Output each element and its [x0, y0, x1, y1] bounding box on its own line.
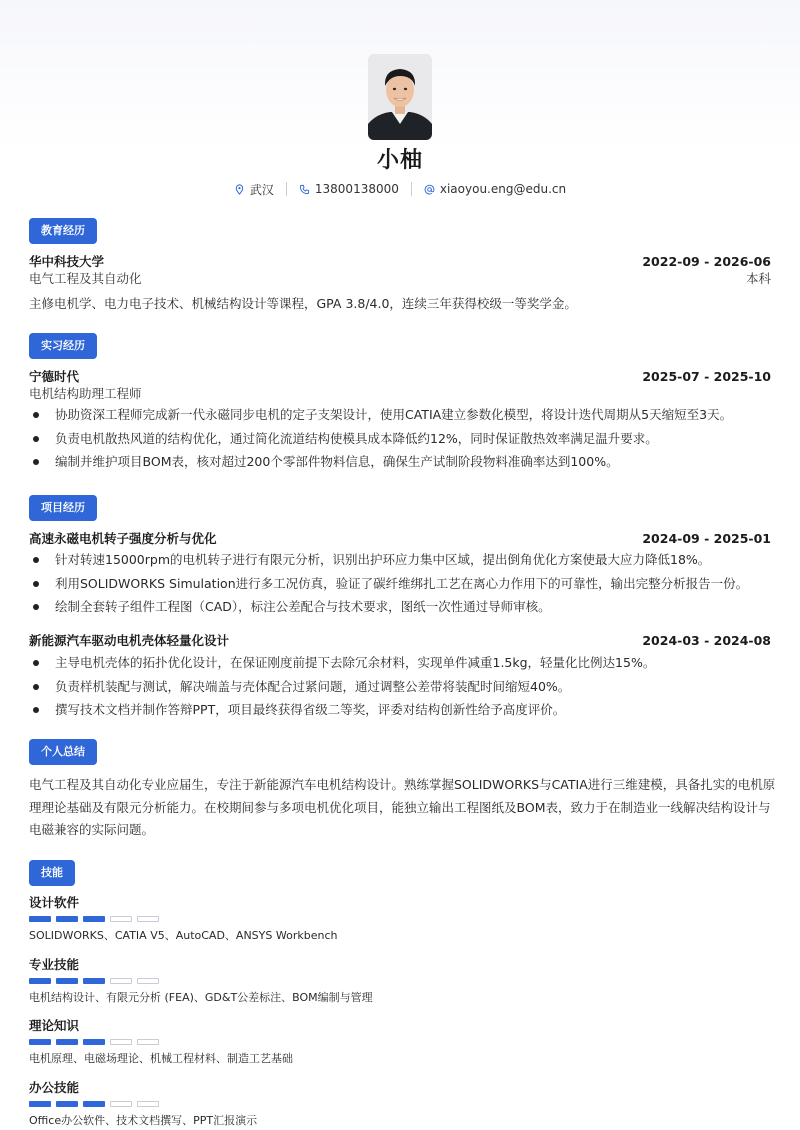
project-title: 新能源汽车驱动电机壳体轻量化设计 — [29, 633, 230, 648]
location-pin-icon — [234, 184, 245, 195]
company-name: 宁德时代 — [29, 369, 80, 384]
list-item: 利用SOLIDWORKS Simulation进行多工况仿真，验证了碳纤维绑扎工艺在离心力作用下的可靠性，输出完整分析报告一份。 — [29, 575, 780, 599]
list-item: 编制并维护项目BOM表，核对超过200个零部件物料信息，确保生产试制阶段物料准确率达到100%。 — [29, 453, 780, 477]
skill-level-filled — [56, 978, 78, 984]
skill-description: SOLIDWORKS、CATIA V5、AutoCAD、ANSYS Workbench — [29, 929, 338, 942]
list-item: 协助资深工程师完成新一代永磁同步电机的定子支架设计，使用CATIA建立参数化模型，将设计迭代周期从5天缩短至3天。 — [29, 406, 780, 430]
location-text: 武汉 — [249, 182, 274, 197]
skill-level-filled — [29, 978, 51, 984]
avatar-photo — [368, 54, 432, 140]
skill-item — [29, 1018, 771, 1066]
list-item: 负责样机装配与测试，解决端盖与壳体配合过紧问题，通过调整公差带将装配时间缩短40%。 — [29, 678, 780, 702]
contact-phone — [299, 182, 399, 196]
avatar — [368, 54, 432, 140]
skill-level-empty — [137, 1101, 159, 1107]
education-period: 2022-09 - 2026-06 — [642, 254, 771, 269]
contact-divider — [411, 182, 412, 196]
list-item: 负责电机散热风道的结构优化，通过简化流道结构使模具成本降低约12%，同时保证散热效率满足温升要求。 — [29, 430, 780, 454]
skill-level-empty — [110, 1101, 132, 1107]
skill-name: 理论知识 — [29, 1018, 80, 1033]
skill-level-meter — [29, 916, 771, 923]
list-item: 针对转速15000rpm的电机转子进行有限元分析，识别出护环应力集中区域，提出倒角优化方案使最大应力降低18%。 — [29, 551, 780, 575]
section-title-education: 教育经历 — [29, 218, 97, 244]
skill-level-meter — [29, 1039, 771, 1046]
skill-description: Office办公软件、技术文档撰写、PPT汇报演示 — [29, 1113, 258, 1127]
skill-level-filled — [56, 1039, 78, 1045]
skill-level-filled — [83, 1039, 105, 1045]
list-item: 绘制全套转子组件工程图（CAD），标注公差配合与技术要求，图纸一次性通过导师审核。 — [29, 598, 780, 622]
contact-divider — [286, 182, 287, 196]
skill-description: 电机原理、电磁场理论、机械工程材料、制造工艺基础 — [29, 1052, 293, 1065]
skill-level-filled — [29, 1039, 51, 1045]
project-period: 2024-09 - 2025-01 — [642, 531, 771, 546]
skill-name: 专业技能 — [29, 956, 80, 972]
education-header — [29, 253, 771, 271]
job-role: 电机结构助理工程师 — [29, 386, 142, 401]
contact-location — [234, 181, 274, 198]
section-title-internship: 实习经历 — [29, 333, 97, 359]
major: 电气工程及其自动化 — [29, 271, 142, 286]
skill-description: 电机结构设计、有限元分析 (FEA)、GD&T公差标注、BOM编制与管理 — [29, 990, 373, 1004]
skill-level-empty — [137, 1039, 159, 1045]
internship-header — [29, 368, 771, 386]
phone-text: 13800138000 — [314, 182, 399, 196]
skill-level-empty — [137, 978, 159, 984]
project-header — [29, 632, 771, 650]
skill-level-filled — [83, 916, 105, 922]
section-title-skills: 技能 — [29, 860, 75, 886]
project-title: 高速永磁电机转子强度分析与优化 — [29, 531, 217, 546]
skill-level-filled — [29, 1101, 51, 1107]
internship-bullets — [29, 406, 780, 477]
skill-level-filled — [83, 978, 105, 984]
section-title-projects: 项目经历 — [29, 495, 97, 521]
contact-bar — [29, 179, 771, 199]
skill-level-empty — [110, 916, 132, 922]
list-item: 撰写技术文档并制作答辩PPT，项目最终获得省级二等奖，评委对结构创新性给予高度评价。 — [29, 701, 780, 725]
education-subheader — [29, 270, 771, 288]
at-sign-icon — [424, 184, 435, 195]
skill-level-empty — [137, 916, 159, 922]
resume-header — [29, 0, 771, 199]
degree: 本科 — [745, 271, 771, 286]
summary-text: 电气工程及其自动化专业应届生，专注于新能源汽车电机结构设计。熟练掌握SOLIDWORKS与CATIA进行三维建模，具备扎实的电机原理理论基础及有限元分析能力。在校期间参与多项电机优化项目，能独立输出工程图纸及BOM表，致力于在制造业一线解决结构设计与电磁兼容的实际问题。 — [29, 777, 776, 837]
skill-name: 设计软件 — [29, 895, 80, 910]
list-item: 主导电机壳体的拓扑优化设计，在保证刚度前提下去除冗余材料，实现单件减重1.5kg，轻量化比例达15%。 — [29, 654, 780, 678]
education-description: 主修电机学、电力电子技术、机械结构设计等课程，GPA 3.8/4.0，连续三年获得校级一等奖学金。 — [29, 296, 577, 311]
candidate-name: 小柚 — [376, 148, 423, 173]
skill-item — [29, 1080, 771, 1128]
contact-email[interactable] — [424, 182, 566, 196]
skill-level-filled — [56, 1101, 78, 1107]
school-name: 华中科技大学 — [29, 254, 105, 269]
skill-level-filled — [83, 1101, 105, 1107]
phone-icon — [299, 184, 310, 195]
project-bullets — [29, 551, 780, 622]
email-text[interactable]: xiaoyou.eng@edu.cn — [439, 182, 567, 196]
internship-subheader — [29, 385, 771, 403]
skill-level-filled — [29, 916, 51, 922]
skill-level-empty — [110, 978, 132, 984]
skill-item — [29, 895, 771, 943]
skill-item — [29, 957, 771, 1005]
skill-level-meter — [29, 978, 771, 985]
skill-name: 办公技能 — [29, 1079, 80, 1095]
project-period: 2024-03 - 2024-08 — [642, 633, 771, 648]
project-bullets — [29, 654, 780, 725]
skill-level-empty — [110, 1039, 132, 1045]
project-header — [29, 530, 771, 548]
skill-level-meter — [29, 1101, 771, 1108]
internship-period: 2025-07 - 2025-10 — [642, 369, 771, 384]
section-title-summary: 个人总结 — [29, 739, 97, 765]
skill-level-filled — [56, 916, 78, 922]
